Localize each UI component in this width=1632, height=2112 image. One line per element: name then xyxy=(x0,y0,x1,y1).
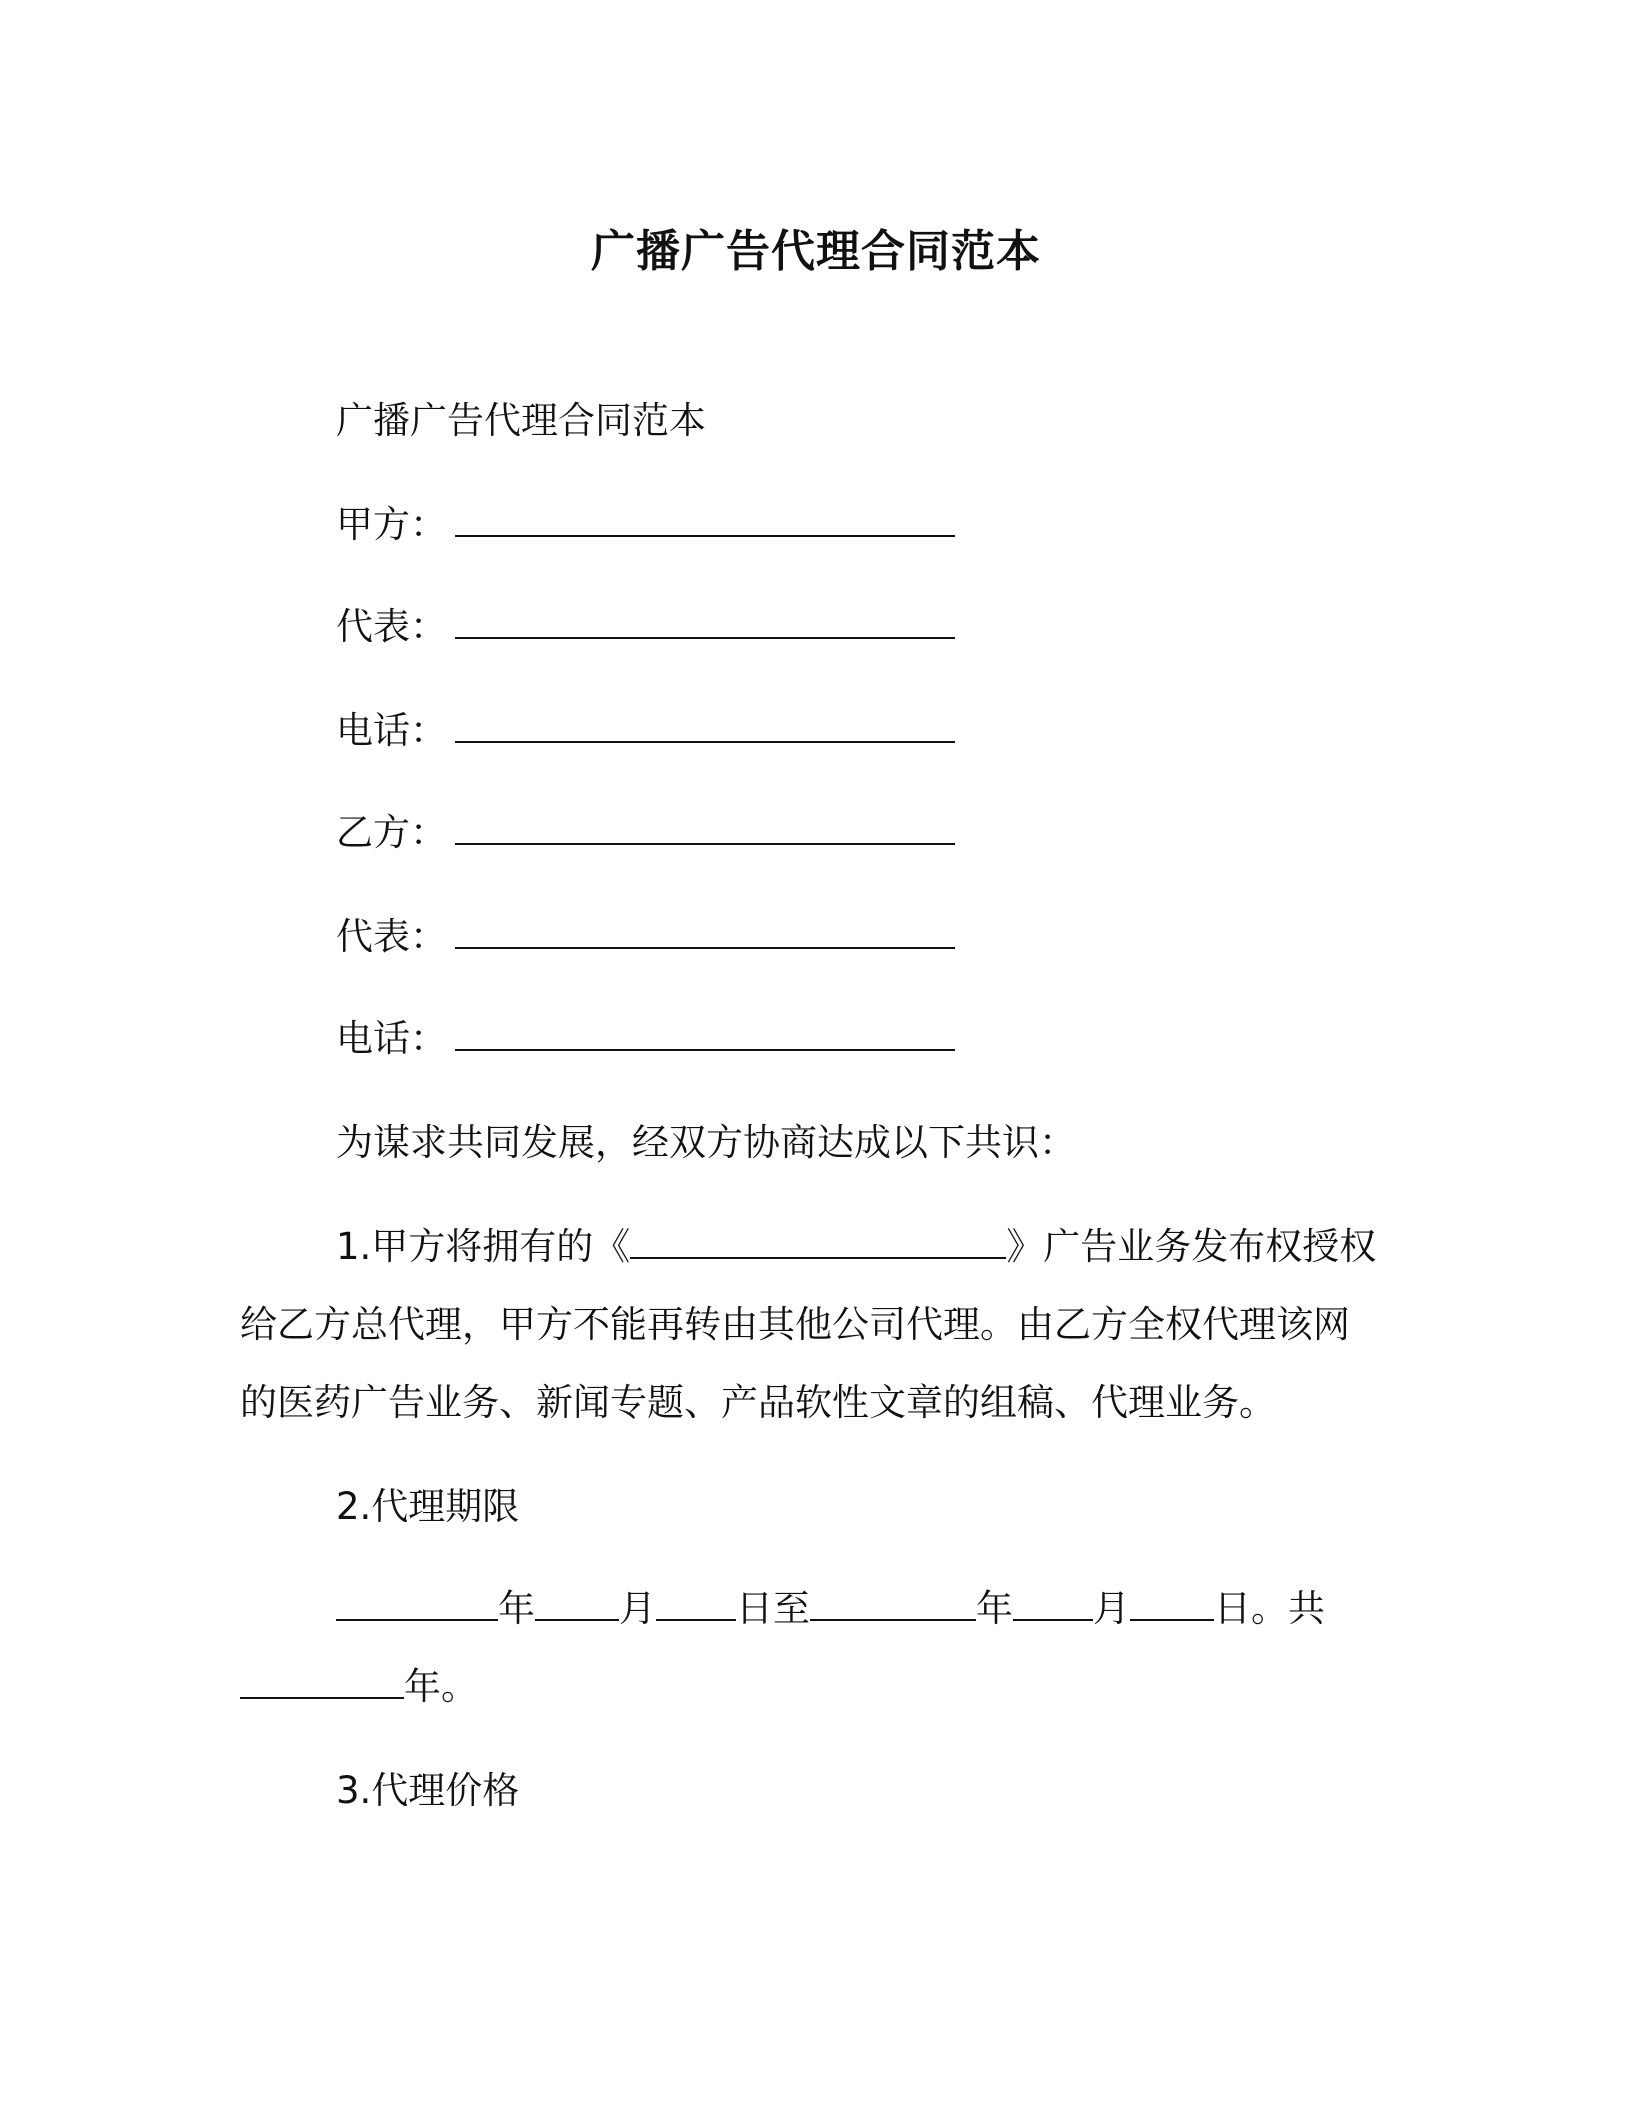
party-b-phone-label: 电话： xyxy=(336,1017,447,1060)
clause2-heading: 2.代理期限 xyxy=(336,1485,520,1528)
party-a-label: 甲方： xyxy=(336,503,447,546)
clause3-heading: 3.代理价格 xyxy=(336,1769,520,1812)
party-b-label: 乙方： xyxy=(336,811,447,854)
end-month-label: 月 xyxy=(1093,1587,1130,1630)
page-title: 广播广告代理合同范本 xyxy=(591,226,1041,277)
party-b-phone-blank[interactable] xyxy=(455,1045,955,1051)
clause2-total-line xyxy=(240,1662,478,1712)
party-a-rep-blank[interactable] xyxy=(455,633,955,639)
party-a-phone-row xyxy=(336,706,955,756)
party-a-rep-row xyxy=(336,602,955,652)
party-b-phone-row xyxy=(336,1014,955,1064)
party-a-phone-blank[interactable] xyxy=(455,737,955,743)
party-a-blank[interactable] xyxy=(455,531,955,537)
party-b-blank[interactable] xyxy=(455,839,955,845)
start-year-blank[interactable] xyxy=(336,1615,498,1621)
clause1-line3: 的医药广告业务、新闻专题、产品软性文章的组稿、代理业务。 xyxy=(240,1381,1276,1424)
clause1-line2: 给乙方总代理，甲方不能再转由其他公司代理。由乙方全权代理该网 xyxy=(240,1303,1350,1346)
end-year-label: 年 xyxy=(976,1587,1013,1630)
end-day-label: 日。共 xyxy=(1214,1587,1325,1630)
start-year-label: 年 xyxy=(498,1587,535,1630)
party-b-rep-label: 代表： xyxy=(336,915,447,958)
party-b-row xyxy=(336,808,955,858)
clause1-prefix: 1.甲方将拥有的《 xyxy=(336,1225,631,1268)
party-a-row xyxy=(336,500,955,550)
end-month-blank[interactable] xyxy=(1013,1615,1093,1621)
document-subtitle: 广播广告代理合同范本 xyxy=(336,399,706,442)
start-day-label: 日至 xyxy=(736,1587,810,1630)
start-month-blank[interactable] xyxy=(535,1615,619,1621)
party-b-rep-row xyxy=(336,912,955,962)
end-year-blank[interactable] xyxy=(810,1615,976,1621)
party-a-phone-label: 电话： xyxy=(336,709,447,752)
clause1-line1 xyxy=(336,1222,1376,1272)
start-month-label: 月 xyxy=(619,1587,656,1630)
clause1-name-blank[interactable] xyxy=(630,1253,1006,1259)
end-day-blank[interactable] xyxy=(1130,1615,1214,1621)
total-years-blank[interactable] xyxy=(240,1693,404,1699)
intro-paragraph: 为谋求共同发展，经双方协商达成以下共识： xyxy=(336,1121,1076,1164)
clause2-date-line xyxy=(336,1584,1325,1634)
total-years-label: 年。 xyxy=(404,1665,478,1708)
clause1-suffix: 》广告业务发布权授权 xyxy=(1006,1225,1377,1268)
party-b-rep-blank[interactable] xyxy=(455,943,955,949)
party-a-rep-label: 代表： xyxy=(336,605,447,648)
start-day-blank[interactable] xyxy=(656,1615,736,1621)
